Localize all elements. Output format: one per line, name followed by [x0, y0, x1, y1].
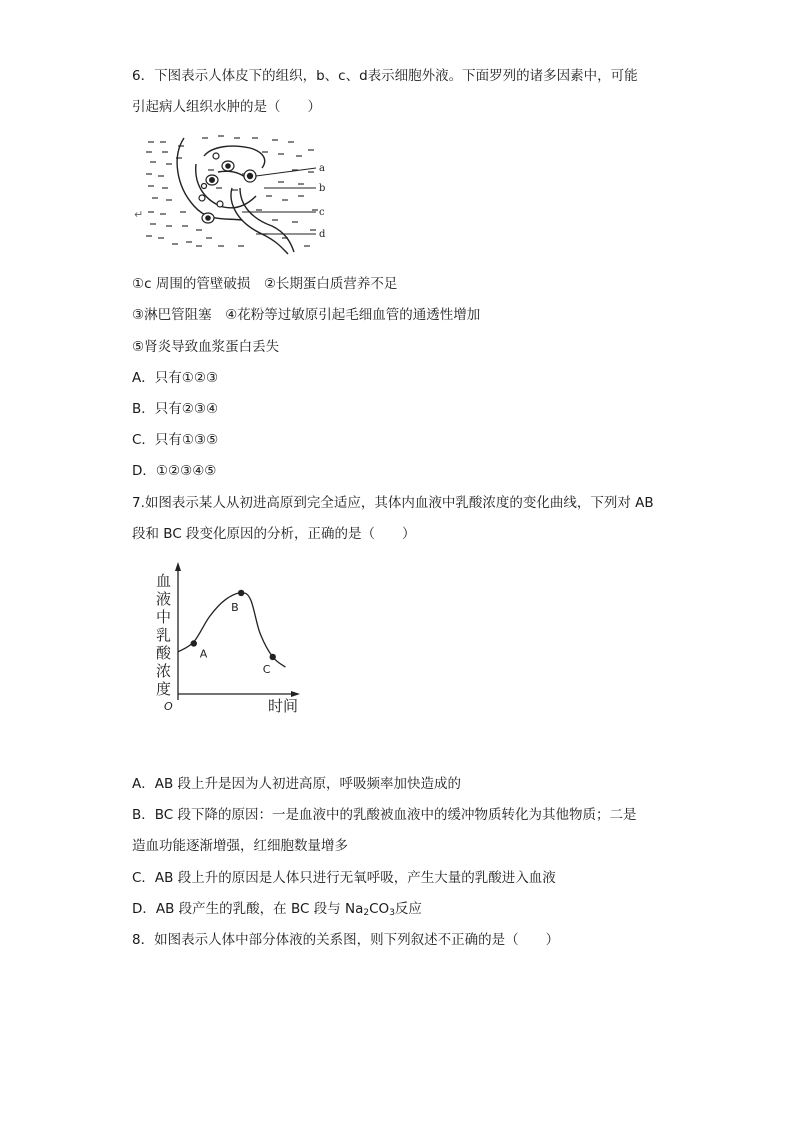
q7-option-d-suffix: 反应: [394, 901, 422, 917]
diagram-label-b: b: [319, 183, 326, 194]
chart-point-c: [270, 654, 276, 660]
q6-stem-line2: 引起病人组织水肿的是（ ）: [132, 99, 321, 115]
q6-factors-line2: ③淋巴管阻塞 ④花粉等过敏原引起毛细血管的通透性增加: [132, 307, 481, 323]
q7-option-d-mid: CO: [369, 901, 390, 917]
q7-option-b-line1: B．BC 段下降的原因：一是血液中的乳酸被血液中的缓冲物质转化为其他物质；二是: [132, 807, 637, 823]
chart-ylabel-char-4: 酸: [156, 644, 172, 662]
chart-point-b: [238, 590, 244, 596]
lactate-chart: [150, 560, 320, 720]
q7-option-d: [132, 899, 422, 923]
diagram-label-a: a: [319, 163, 325, 174]
chart-ylabel-char-0: 血: [156, 572, 172, 590]
diagram-label-c: c: [319, 207, 325, 218]
q7-option-d-sub1: 2: [363, 908, 370, 918]
chart-ylabel-char-2: 中: [156, 608, 172, 626]
chart-ylabel-char-5: 浓: [156, 662, 172, 680]
q7-option-d-sub2: 3: [389, 908, 395, 918]
chart-ylabel-char-6: 度: [156, 680, 172, 698]
q7-option-b-line2: 造血功能逐渐增强，红细胞数量增多: [132, 838, 348, 854]
chart-point-a: [191, 640, 197, 646]
chart-xlabel: 时间: [268, 697, 299, 715]
chart-ylabel-char-3: 乳: [156, 626, 172, 644]
q7-option-d-prefix: D．AB 段产生的乳酸，在 BC 段与 Na: [132, 901, 364, 917]
paragraph-mark: ↵: [134, 208, 144, 221]
chart-point-label-b: B: [231, 600, 239, 614]
chart-origin-label: O: [164, 700, 173, 713]
tissue-diagram: [132, 126, 342, 256]
chart-point-label-a: A: [199, 647, 208, 661]
chart-y-axis-arrow: [175, 562, 181, 571]
q7-stem-line2: 段和 BC 段变化原因的分析，正确的是（ ）: [132, 526, 416, 542]
q7-option-c: C．AB 段上升的原因是人体只进行无氧呼吸，产生大量的乳酸进入血液: [132, 870, 556, 886]
diagram-label-d: d: [319, 229, 326, 240]
q8-stem: 8．如图表示人体中部分体液的关系图，则下列叙述不正确的是（ ）: [132, 932, 560, 948]
capillary-walls: [177, 138, 294, 254]
chart-point-label-c: C: [262, 662, 271, 676]
q6-option-a: A．只有①②③: [132, 370, 219, 386]
q6-stem-line1: 6．下图表示人体皮下的组织，b、c、d表示细胞外液。下面罗列的诸多因素中，可能: [132, 68, 638, 84]
q6-option-c: C．只有①③⑤: [132, 432, 219, 448]
q7-option-a: A．AB 段上升是因为人初进高原，呼吸频率加快造成的: [132, 776, 462, 792]
q7-stem-line1: 7.如图表示某人从初进高原到完全适应，其体内血液中乳酸浓度的变化曲线，下列对 AB: [132, 495, 654, 511]
chart-ylabel-char-1: 液: [156, 590, 172, 608]
q6-option-b: B．只有②③④: [132, 401, 219, 417]
q6-factors-line1: ①c 周围的管壁破损 ②长期蛋白质营养不足: [132, 276, 398, 292]
q6-option-d: D．①②③④⑤: [132, 463, 217, 479]
q6-factors-line3: ⑤肾炎导致血浆蛋白丢失: [132, 339, 280, 355]
